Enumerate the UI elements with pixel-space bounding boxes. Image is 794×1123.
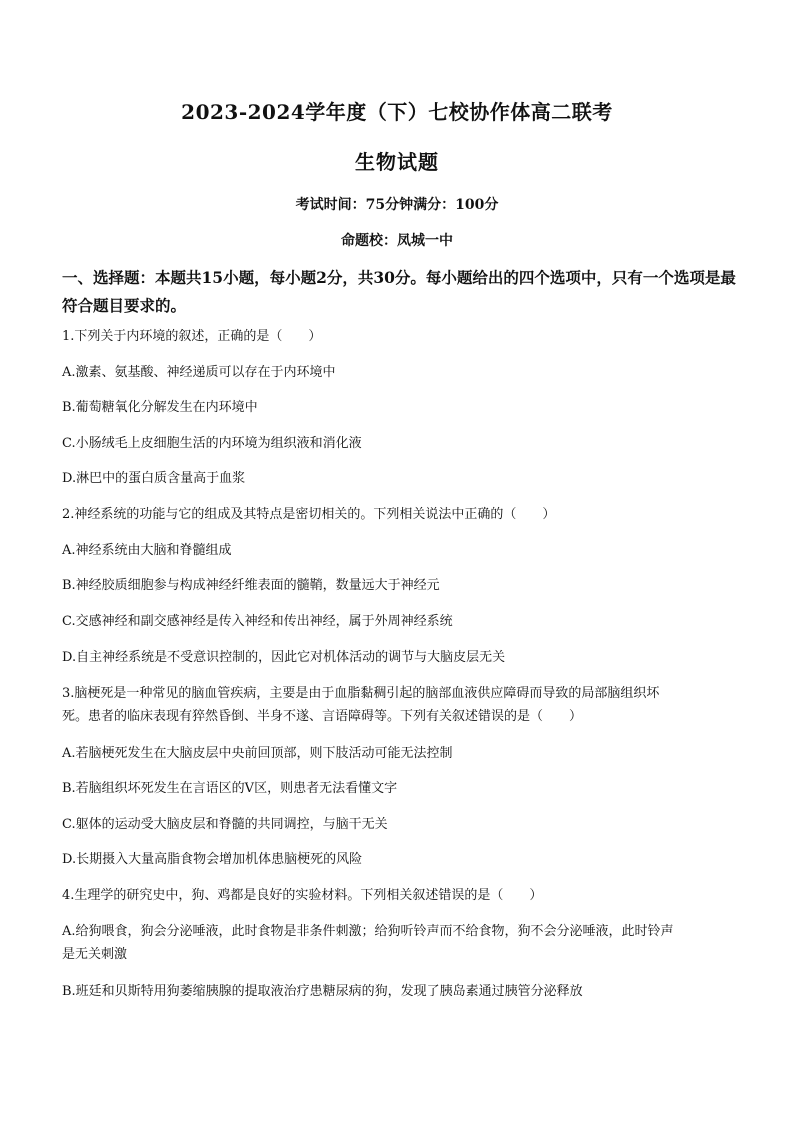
question-3-option-b: B.若脑组织坏死发生在言语区的V区，则患者无法看懂文字 bbox=[62, 781, 398, 796]
question-4-option-a-line2: 是无关刺激 bbox=[62, 947, 128, 962]
question-3-stem-line1: 3.脑梗死是一种常见的脑血管疾病，主要是由于血脂黏稠引起的脑部血液供应障碍而导致的局部脑组织坏 bbox=[62, 686, 660, 701]
subject-title: 生物试题 bbox=[355, 150, 439, 174]
question-2-option-b: B.神经胶质细胞参与构成神经纤维表面的髓鞘，数量远大于神经元 bbox=[62, 578, 440, 593]
question-4-stem: 4.生理学的研究史中，狗、鸡都是良好的实验材料。下列相关叙述错误的是（ ） bbox=[62, 888, 543, 903]
question-1-option-a: A.激素、氨基酸、神经递质可以存在于内环境中 bbox=[62, 365, 336, 380]
question-4-option-b: B.班廷和贝斯特用狗萎缩胰腺的提取液治疗患糖尿病的狗，发现了胰岛素通过胰管分泌释放 bbox=[62, 984, 583, 999]
question-1-option-c: C.小肠绒毛上皮细胞生活的内环境为组织液和消化液 bbox=[62, 436, 362, 451]
question-3-option-d: D.长期摄入大量高脂食物会增加机体患脑梗死的风险 bbox=[62, 852, 363, 867]
question-2-option-c: C.交感神经和副交感神经是传入神经和传出神经，属于外周神经系统 bbox=[62, 614, 453, 629]
question-1-option-b: B.葡萄糖氧化分解发生在内环境中 bbox=[62, 400, 258, 415]
question-3-option-c: C.躯体的运动受大脑皮层和脊髓的共同调控，与脑干无关 bbox=[62, 817, 388, 832]
school-info: 命题校：凤城一中 bbox=[341, 233, 453, 249]
question-4-option-a-line1: A.给狗喂食，狗会分泌唾液，此时食物是非条件刺激；给狗听铃声而不给食物，狗不会分泌唾液，此时铃声 bbox=[62, 924, 674, 939]
section-heading: 一、选择题：本题共15小题，每小题2分，共30分。每小题给出的四个选项中，只有一个选项是最符合题目要求的。 bbox=[62, 268, 736, 315]
question-2-option-a: A.神经系统由大脑和脊髓组成 bbox=[62, 543, 232, 558]
question-2-option-d: D.自主神经系统是不受意识控制的，因此它对机体活动的调节与大脑皮层无关 bbox=[62, 650, 506, 665]
exam-info: 考试时间：75分钟满分：100分 bbox=[295, 197, 499, 213]
question-1-stem: 1.下列关于内环境的叙述，正确的是（ ） bbox=[62, 329, 322, 344]
question-1-option-d: D.淋巴中的蛋白质含量高于血浆 bbox=[62, 471, 246, 486]
exam-title: 2023-2024学年度（下）七校协作体高二联考 bbox=[181, 100, 613, 124]
question-3-stem-line2: 死。患者的临床表现有猝然昏倒、半身不遂、言语障碍等。下列有关叙述错误的是（ ） bbox=[62, 709, 583, 724]
question-2-stem: 2.神经系统的功能与它的组成及其特点是密切相关的。下列相关说法中正确的（ ） bbox=[62, 507, 556, 522]
question-3-option-a: A.若脑梗死发生在大脑皮层中央前回顶部，则下肢活动可能无法控制 bbox=[62, 746, 453, 761]
